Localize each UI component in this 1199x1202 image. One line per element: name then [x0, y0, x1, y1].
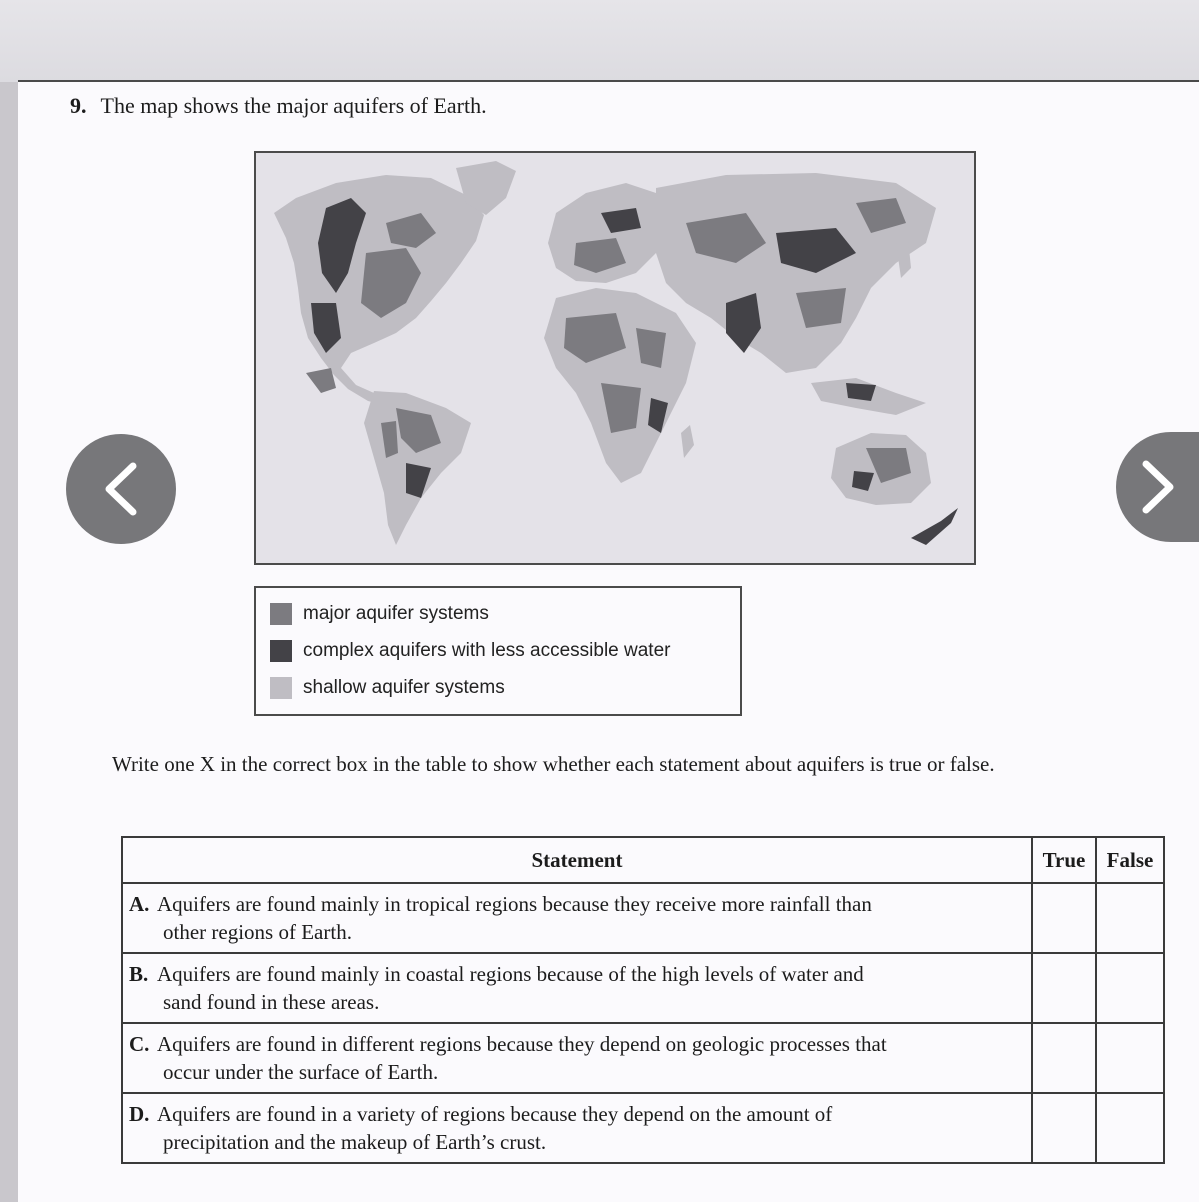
- question-number: 9.: [70, 93, 87, 118]
- statement-header: Statement: [122, 837, 1032, 883]
- false-answer-box[interactable]: [1096, 1093, 1164, 1163]
- statement-line: Aquifers are found in different regions because they depend on geologic processes that: [157, 1032, 887, 1056]
- false-answer-box[interactable]: [1096, 1023, 1164, 1093]
- true-answer-box[interactable]: [1032, 953, 1096, 1023]
- false-answer-box[interactable]: [1096, 883, 1164, 953]
- statement-line: Aquifers are found mainly in tropical regions because they receive more rainfall than: [157, 892, 872, 916]
- statement-cell: [122, 1093, 1032, 1163]
- instructions: Write one X in the correct box in the table to show whether each statement about aquifers is true or false.: [112, 752, 995, 776]
- false-header: False: [1096, 837, 1164, 883]
- table-row: [122, 1023, 1164, 1093]
- legend-item-major: [270, 602, 489, 626]
- statement-cell: [122, 883, 1032, 953]
- legend-swatch-shallow: [270, 677, 292, 699]
- previous-button[interactable]: [66, 434, 176, 544]
- statement-line: sand found in these areas.: [163, 990, 380, 1014]
- statement-letter: D.: [129, 1102, 150, 1126]
- true-header: True: [1032, 837, 1096, 883]
- statement-cell: [122, 1023, 1032, 1093]
- question-title: [70, 93, 487, 119]
- statement-line: Aquifers are found mainly in coastal regions because of the high levels of water and: [157, 962, 864, 986]
- table-row: [122, 883, 1164, 953]
- aquifer-world-map: [254, 151, 976, 565]
- legend-label-complex: complex aquifers with less accessible water: [303, 640, 671, 661]
- true-answer-box[interactable]: [1032, 1093, 1096, 1163]
- legend-item-complex: [270, 639, 671, 663]
- map-legend: [254, 586, 742, 716]
- true-answer-box[interactable]: [1032, 1023, 1096, 1093]
- chevron-right-icon: [1138, 460, 1178, 514]
- table-row: [122, 953, 1164, 1023]
- statement-line: precipitation and the makeup of Earth’s crust.: [163, 1130, 547, 1154]
- true-answer-box[interactable]: [1032, 883, 1096, 953]
- statement-line: occur under the surface of Earth.: [163, 1060, 439, 1084]
- question-prompt: The map shows the major aquifers of Earth.: [100, 93, 487, 118]
- statement-letter: A.: [129, 892, 150, 916]
- legend-label-shallow: shallow aquifer systems: [303, 677, 505, 698]
- legend-swatch-major: [270, 603, 292, 625]
- legend-swatch-complex: [270, 640, 292, 662]
- true-false-table: [121, 836, 1165, 1164]
- legend-item-shallow: [270, 676, 505, 700]
- world-map-graphic: [256, 153, 974, 563]
- legend-label-major: major aquifer systems: [303, 603, 489, 624]
- false-answer-box[interactable]: [1096, 953, 1164, 1023]
- statement-letter: B.: [129, 962, 149, 986]
- table-header-row: [122, 837, 1164, 883]
- top-band: [0, 0, 1199, 82]
- statement-letter: C.: [129, 1032, 150, 1056]
- statement-cell: [122, 953, 1032, 1023]
- statement-line: Aquifers are found in a variety of regions because they depend on the amount of: [157, 1102, 833, 1126]
- table-row: [122, 1093, 1164, 1163]
- chevron-left-icon: [101, 462, 141, 516]
- statement-line: other regions of Earth.: [163, 920, 352, 944]
